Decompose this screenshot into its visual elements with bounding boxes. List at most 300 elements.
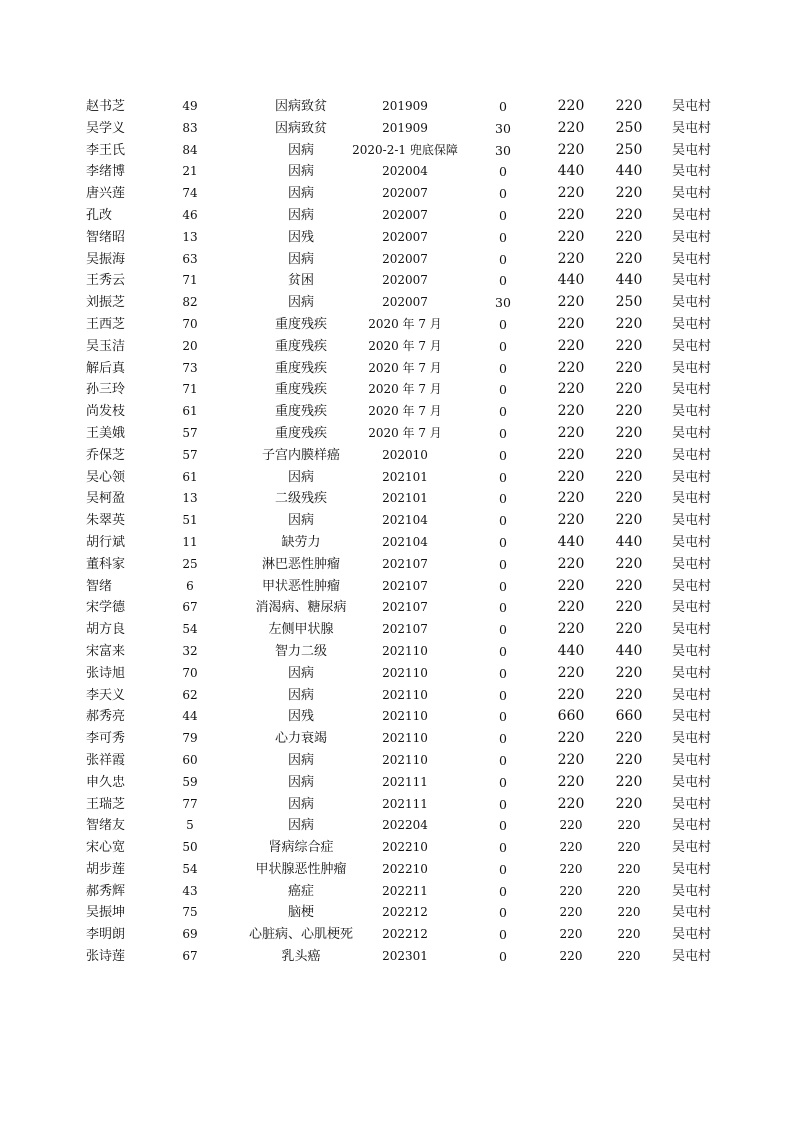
reason-cell: 因病 [287,469,314,485]
name-cell: 赵书芝 [86,99,126,114]
table-row [0,750,793,772]
reason-cell: 消渴病、糖尿病 [255,600,347,616]
age-cell: 49 [182,99,198,113]
total-amount-cell: 220 [615,577,643,594]
name-cell: 孔改 [86,207,113,223]
name-cell: 吴振海 [86,251,126,267]
total-amount-cell: 220 [615,795,643,812]
total-amount-cell: 440 [615,272,643,289]
reason-cell: 贫困 [287,273,314,289]
table-row [0,641,793,663]
table-row [0,946,793,968]
name-cell: 张祥霞 [86,752,126,768]
name-cell: 唐兴莲 [86,186,126,202]
name-cell: 吴玉洁 [86,338,126,354]
total-amount-cell: 220 [615,337,643,354]
extra-amount-cell: 0 [499,600,507,616]
name-cell: 宋学德 [86,600,126,616]
extra-amount-cell: 0 [499,578,507,594]
village-cell: 吴屯村 [672,840,712,856]
name-cell: 智绪 [86,578,113,594]
age-cell: 82 [182,295,198,310]
base-amount-cell: 220 [559,883,583,898]
total-amount-cell: 220 [615,621,643,638]
date-cell: 202007 [382,251,428,266]
village-cell: 吴屯村 [672,600,712,616]
table-row [0,423,793,445]
table-row [0,140,793,162]
name-cell: 王美娥 [86,425,126,441]
date-cell: 202212 [382,927,428,942]
age-cell: 13 [182,491,198,506]
village-cell: 吴屯村 [672,338,712,354]
table-row [0,794,793,816]
base-amount-cell: 220 [557,337,585,354]
reason-cell: 因残 [287,229,314,245]
extra-amount-cell: 0 [499,164,507,180]
village-cell: 吴屯村 [672,861,712,877]
date-cell: 202210 [382,861,428,876]
extra-amount-cell: 30 [495,295,511,311]
extra-amount-cell: 0 [499,796,507,812]
table-row [0,924,793,946]
village-cell: 吴屯村 [672,295,712,311]
total-amount-cell: 220 [617,949,641,964]
date-cell: 202111 [382,774,428,789]
date-cell: 202101 [382,469,428,484]
age-cell: 71 [182,273,198,288]
base-amount-cell: 440 [557,642,585,659]
date-cell: 2020 年 7 月 [368,404,442,419]
extra-amount-cell: 0 [499,404,507,420]
village-cell: 吴屯村 [672,229,712,245]
extra-amount-cell: 0 [499,927,507,943]
village-cell: 吴屯村 [672,774,712,790]
total-amount-cell: 220 [615,664,643,681]
total-amount-cell: 440 [615,163,643,180]
base-amount-cell: 220 [557,795,585,812]
date-cell: 202104 [382,513,428,528]
date-cell: 202110 [382,752,428,767]
age-cell: 32 [182,643,198,658]
base-amount-cell: 220 [557,751,585,768]
reason-cell: 脑梗 [287,905,314,921]
name-cell: 乔保芝 [86,447,126,463]
table-row [0,336,793,358]
village-cell: 吴屯村 [672,142,712,158]
village-cell: 吴屯村 [672,927,712,943]
reason-cell: 缺劳力 [281,534,321,550]
total-amount-cell: 220 [615,250,643,267]
name-cell: 董科家 [86,556,126,572]
extra-amount-cell: 0 [499,513,507,529]
name-cell: 朱翠英 [86,513,126,529]
total-amount-cell: 440 [615,642,643,659]
date-cell: 202007 [382,207,428,222]
reason-cell: 因病 [287,186,314,202]
village-cell: 吴屯村 [672,665,712,681]
date-cell: 202107 [382,556,428,571]
base-amount-cell: 220 [557,250,585,267]
extra-amount-cell: 0 [499,883,507,899]
date-cell: 2020-2-1 兜底保障 [352,142,458,157]
age-cell: 73 [182,360,198,375]
base-amount-cell: 220 [557,424,585,441]
name-cell: 尚发枝 [86,404,126,420]
name-cell: 申久忠 [86,774,126,790]
total-amount-cell: 220 [617,840,641,855]
date-cell: 202004 [382,164,428,179]
age-cell: 11 [182,534,198,549]
reason-cell: 因病 [287,142,314,158]
date-cell: 202110 [382,709,428,724]
age-cell: 6 [186,578,194,593]
date-cell: 2020 年 7 月 [368,425,442,440]
extra-amount-cell: 0 [499,731,507,747]
total-amount-cell: 220 [615,206,643,223]
reason-cell: 因病 [287,774,314,790]
reason-cell: 淋巴恶性肿瘤 [261,556,340,572]
reason-cell: 重度残疾 [274,316,327,332]
total-amount-cell: 250 [615,294,643,311]
table-row [0,554,793,576]
age-cell: 43 [182,883,198,898]
extra-amount-cell: 0 [499,469,507,485]
total-amount-cell: 220 [615,555,643,572]
total-amount-cell: 220 [615,381,643,398]
base-amount-cell: 440 [557,163,585,180]
extra-amount-cell: 0 [499,818,507,834]
age-cell: 71 [182,382,198,397]
base-amount-cell: 220 [559,949,583,964]
village-cell: 吴屯村 [672,949,712,965]
total-amount-cell: 220 [615,773,643,790]
total-amount-cell: 220 [615,599,643,616]
reason-cell: 重度残疾 [274,360,327,376]
extra-amount-cell: 0 [499,905,507,921]
reason-cell: 智力二级 [274,643,327,659]
records-table [0,96,793,968]
reason-cell: 因病 [287,295,314,311]
reason-cell: 因病 [287,164,314,180]
age-cell: 75 [182,905,198,920]
base-amount-cell: 220 [559,840,583,855]
table-row [0,183,793,205]
table-row [0,401,793,423]
extra-amount-cell: 0 [499,229,507,245]
table-row [0,467,793,489]
base-amount-cell: 220 [557,512,585,529]
village-cell: 吴屯村 [672,578,712,594]
age-cell: 70 [182,316,198,331]
total-amount-cell: 220 [615,468,643,485]
village-cell: 吴屯村 [672,752,712,768]
extra-amount-cell: 0 [499,774,507,790]
village-cell: 吴屯村 [672,382,712,398]
village-cell: 吴屯村 [672,534,712,550]
village-cell: 吴屯村 [672,556,712,572]
village-cell: 吴屯村 [672,99,712,114]
extra-amount-cell: 0 [499,360,507,376]
table-row [0,706,793,728]
reason-cell: 因病 [287,752,314,768]
reason-cell: 左侧甲状腺 [268,622,334,638]
reason-cell: 二级残疾 [274,491,327,507]
age-cell: 25 [182,556,198,571]
extra-amount-cell: 0 [499,491,507,507]
base-amount-cell: 440 [557,533,585,550]
reason-cell: 因病 [287,818,314,834]
extra-amount-cell: 0 [499,949,507,965]
date-cell: 202110 [382,643,428,658]
date-cell: 202211 [382,883,428,898]
village-cell: 吴屯村 [672,883,712,899]
table-row [0,358,793,380]
name-cell: 吴学义 [86,120,126,136]
extra-amount-cell: 0 [499,687,507,703]
age-cell: 13 [182,229,198,244]
date-cell: 202210 [382,840,428,855]
name-cell: 郝秀辉 [86,883,126,899]
date-cell: 202101 [382,491,428,506]
extra-amount-cell: 0 [499,99,507,114]
age-cell: 62 [182,687,198,702]
date-cell: 202007 [382,273,428,288]
reason-cell: 因病 [287,796,314,812]
base-amount-cell: 220 [557,446,585,463]
extra-amount-cell: 0 [499,273,507,289]
reason-cell: 甲状腺恶性肿瘤 [255,861,347,877]
table-row [0,205,793,227]
village-cell: 吴屯村 [672,687,712,703]
total-amount-cell: 220 [615,403,643,420]
extra-amount-cell: 0 [499,207,507,223]
village-cell: 吴屯村 [672,316,712,332]
date-cell: 202007 [382,295,428,310]
village-cell: 吴屯村 [672,251,712,267]
date-cell: 202204 [382,818,428,833]
extra-amount-cell: 0 [499,840,507,856]
extra-amount-cell: 0 [499,622,507,638]
reason-cell: 因病 [287,207,314,223]
reason-cell: 子宫内膜样癌 [261,447,340,463]
date-cell: 2020 年 7 月 [368,316,442,331]
base-amount-cell: 220 [557,185,585,202]
age-cell: 79 [182,731,198,746]
reason-cell: 因病 [287,513,314,529]
village-cell: 吴屯村 [672,273,712,289]
date-cell: 202104 [382,534,428,549]
name-cell: 智绪昭 [86,229,126,245]
base-amount-cell: 220 [557,294,585,311]
table-row [0,685,793,707]
name-cell: 解后真 [86,360,126,376]
village-cell: 吴屯村 [672,469,712,485]
village-cell: 吴屯村 [672,425,712,441]
table-row [0,227,793,249]
base-amount-cell: 220 [557,359,585,376]
extra-amount-cell: 0 [499,861,507,877]
date-cell: 202010 [382,447,428,462]
age-cell: 67 [182,949,198,964]
reason-cell: 肾病综合症 [268,840,334,856]
total-amount-cell: 220 [615,751,643,768]
village-cell: 吴屯村 [672,447,712,463]
date-cell: 201909 [382,120,428,135]
name-cell: 宋心宽 [86,840,126,856]
total-amount-cell: 220 [617,818,641,833]
base-amount-cell: 220 [557,98,585,114]
table-row [0,249,793,271]
table-row [0,576,793,598]
age-cell: 67 [182,600,198,615]
village-cell: 吴屯村 [672,905,712,921]
table-row [0,663,793,685]
base-amount-cell: 220 [557,228,585,245]
reason-cell: 重度残疾 [274,382,327,398]
age-cell: 61 [182,469,198,484]
name-cell: 李可秀 [86,731,126,747]
total-amount-cell: 220 [615,315,643,332]
name-cell: 郝秀亮 [86,709,126,725]
reason-cell: 心力衰竭 [274,731,327,747]
date-cell: 202110 [382,665,428,680]
total-amount-cell: 660 [615,708,643,725]
age-cell: 83 [182,120,198,135]
date-cell: 202110 [382,731,428,746]
date-cell: 202110 [382,687,428,702]
reason-cell: 重度残疾 [274,404,327,420]
age-cell: 50 [182,840,198,855]
base-amount-cell: 220 [557,315,585,332]
total-amount-cell: 220 [617,905,641,920]
age-cell: 74 [182,186,198,201]
age-cell: 61 [182,404,198,419]
base-amount-cell: 220 [557,664,585,681]
reason-cell: 因病 [287,665,314,681]
age-cell: 21 [182,164,198,179]
date-cell: 202301 [382,949,428,964]
base-amount-cell: 220 [557,599,585,616]
extra-amount-cell: 30 [495,120,511,136]
village-cell: 吴屯村 [672,360,712,376]
age-cell: 59 [182,774,198,789]
table-row [0,510,793,532]
table-row [0,859,793,881]
table-row [0,488,793,510]
total-amount-cell: 220 [615,512,643,529]
extra-amount-cell: 0 [499,643,507,659]
name-cell: 王西芝 [86,316,126,332]
extra-amount-cell: 0 [499,251,507,267]
table-row [0,379,793,401]
date-cell: 202007 [382,229,428,244]
age-cell: 44 [182,709,198,724]
reason-cell: 心脏病、心肌梗死 [248,927,353,943]
table-row [0,837,793,859]
table-row [0,881,793,903]
name-cell: 刘振芝 [86,295,126,311]
name-cell: 智绪友 [86,818,126,834]
total-amount-cell: 220 [615,730,643,747]
base-amount-cell: 220 [557,206,585,223]
table-row [0,270,793,292]
date-cell: 201909 [382,99,428,113]
reason-cell: 乳头癌 [281,949,321,965]
extra-amount-cell: 0 [499,534,507,550]
extra-amount-cell: 0 [499,665,507,681]
village-cell: 吴屯村 [672,404,712,420]
name-cell: 王瑞芝 [86,796,126,812]
age-cell: 57 [182,425,198,440]
reason-cell: 重度残疾 [274,338,327,354]
name-cell: 李明朗 [86,927,126,943]
base-amount-cell: 220 [557,773,585,790]
age-cell: 20 [182,338,198,353]
village-cell: 吴屯村 [672,164,712,180]
age-cell: 54 [182,861,198,876]
total-amount-cell: 220 [615,359,643,376]
name-cell: 胡行斌 [86,534,126,550]
reason-cell: 因病 [287,687,314,703]
table-row [0,902,793,924]
date-cell: 202107 [382,600,428,615]
table-row [0,619,793,641]
village-cell: 吴屯村 [672,818,712,834]
total-amount-cell: 220 [615,446,643,463]
village-cell: 吴屯村 [672,731,712,747]
base-amount-cell: 220 [557,381,585,398]
base-amount-cell: 220 [557,141,585,158]
base-amount-cell: 220 [557,119,585,136]
total-amount-cell: 220 [615,424,643,441]
base-amount-cell: 220 [557,686,585,703]
table-row [0,728,793,750]
name-cell: 李天义 [86,687,126,703]
age-cell: 69 [182,927,198,942]
date-cell: 2020 年 7 月 [368,338,442,353]
total-amount-cell: 440 [615,533,643,550]
name-cell: 李绪博 [86,164,126,180]
base-amount-cell: 220 [559,861,583,876]
base-amount-cell: 220 [559,905,583,920]
age-cell: 63 [182,251,198,266]
age-cell: 57 [182,447,198,462]
table-row [0,815,793,837]
name-cell: 张诗旭 [86,665,126,681]
date-cell: 202107 [382,622,428,637]
extra-amount-cell: 0 [499,382,507,398]
total-amount-cell: 220 [615,98,643,114]
age-cell: 60 [182,752,198,767]
reason-cell: 因残 [287,709,314,725]
village-cell: 吴屯村 [672,491,712,507]
table-row [0,445,793,467]
name-cell: 王秀云 [86,273,126,289]
village-cell: 吴屯村 [672,643,712,659]
name-cell: 胡方良 [86,622,126,638]
table-row [0,292,793,314]
total-amount-cell: 220 [617,927,641,942]
total-amount-cell: 220 [615,490,643,507]
total-amount-cell: 220 [617,883,641,898]
table-row [0,597,793,619]
age-cell: 70 [182,665,198,680]
date-cell: 202212 [382,905,428,920]
base-amount-cell: 220 [557,730,585,747]
date-cell: 202107 [382,578,428,593]
date-cell: 2020 年 7 月 [368,360,442,375]
